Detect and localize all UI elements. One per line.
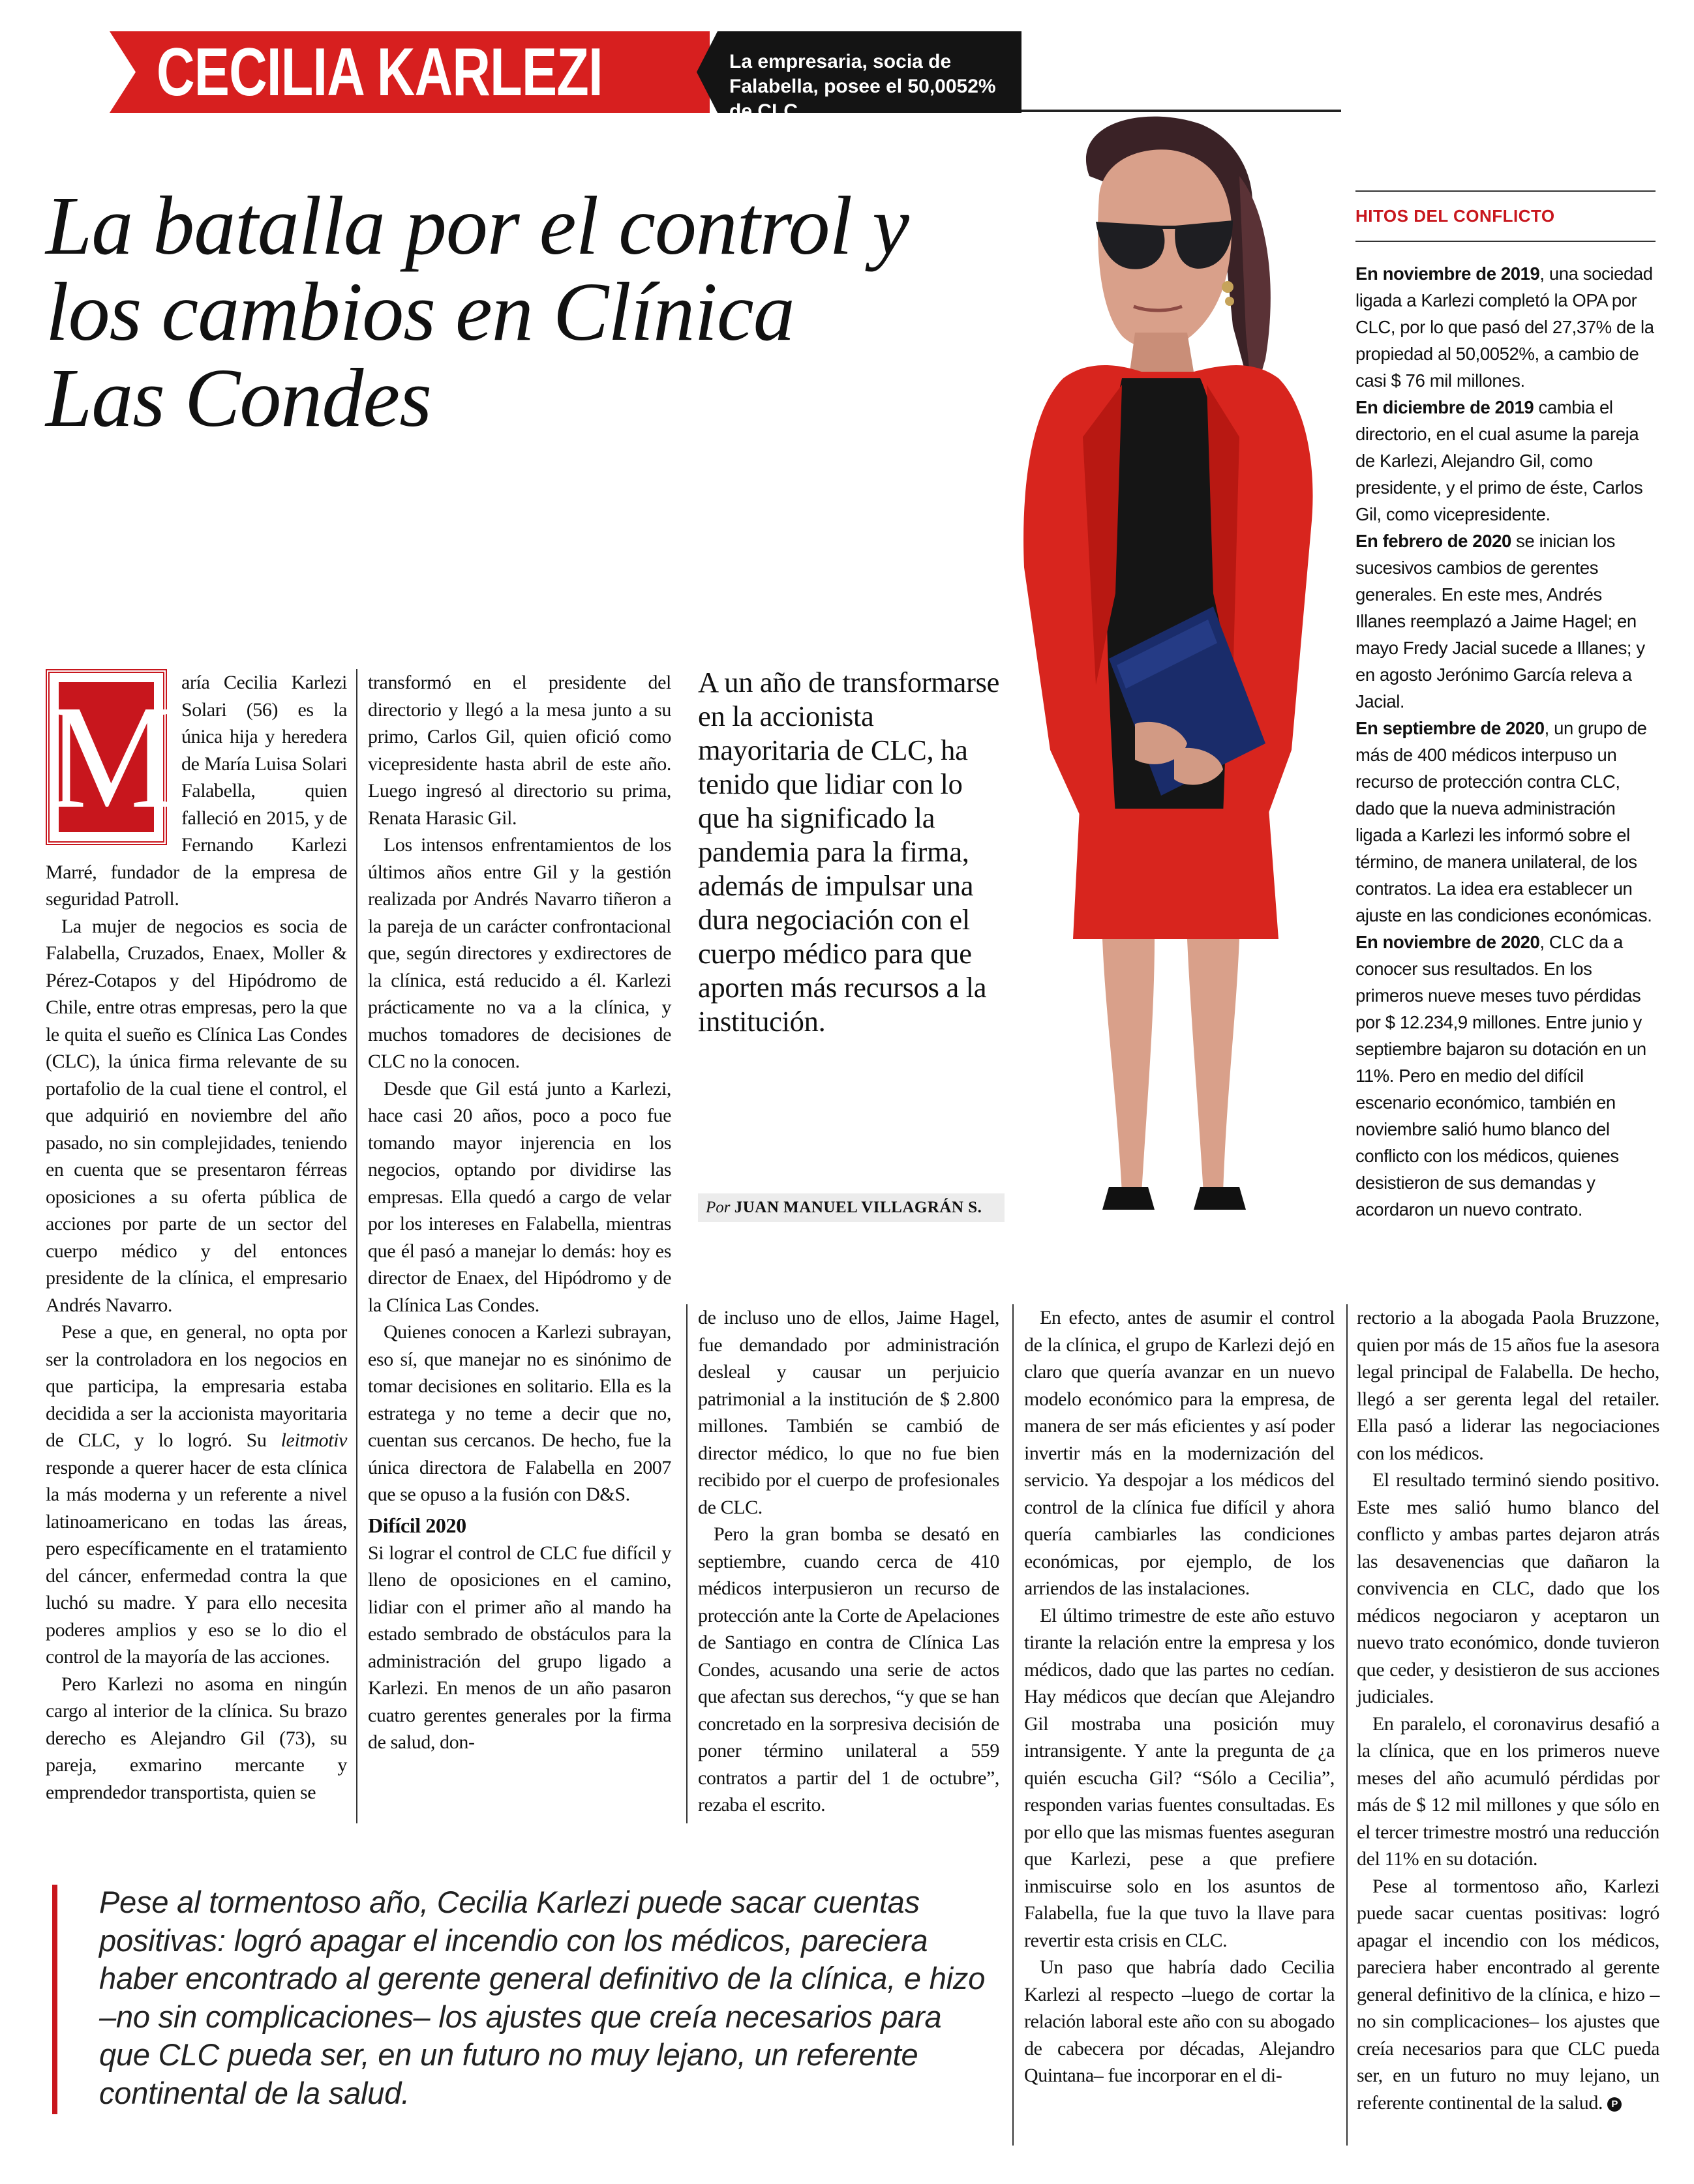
paragraph: Si lograr el control de CLC fue difícil y lleno de oposiciones en el camino, lidiar con el primer año al mando ha estado sembrado de obstáculos para la administración del grupo ligado a Karlezi. En menos de un año pasaron cuatro gerentes generales por la firma de salud, don- <box>368 1542 671 1753</box>
article-deck: A un año de transformarse en la accionista mayoritaria de CLC, ha tenido que lidiar con lo que ha significado la pandemia para la firma, además de impulsar una dura negociación con el cuerpo médico para que aporten más recursos a la institución. <box>698 666 1000 1038</box>
timeline-item: En febrero de 2020 se inician los sucesivos cambios de gerentes generales. En este mes, Andrés Illanes reemplazó a Jaime Hagel; en mayo Fredy Jacial sucede a Illanes; y en agosto Jerónimo García releva a Jacial. <box>1355 531 1645 711</box>
paragraph: En paralelo, el coronavirus desafió a la clínica, que en los primeros nueve meses del año acumuló pérdidas por más de $ 12 mil millones y que sólo en el tercer trimestre mostró una reducción del 11% en su dotación. <box>1357 1713 1659 1870</box>
paragraph: rectorio a la abogada Paola Bruzzone, quien por más de 15 años fue la asesora legal principal de Falabella. De hecho, llegó a ser gerenta legal del retailer. Ella pasó a liderar las negociaciones con los médicos. <box>1357 1307 1659 1464</box>
byline-author: JUAN MANUEL VILLAGRÁN S. <box>734 1199 982 1216</box>
paragraph: Pese al tormentoso año, Karlezi puede sacar cuentas positivas: logró apagar el incendio con los médicos, pareciera haber encontrado al gerente general definitivo de la clínica, e hizo –no sin complicaciones– los ajustes que creía necesarios para que CLC pueda ser, en un futuro no muy lejano, un referente continental de la salud. P <box>1357 1875 1659 2114</box>
paragraph: Desde que Gil está junto a Karlezi, hace casi 20 años, poco a poco fue tomando mayor injerencia en los negocios, optando por dividirse las empresas. Ella quedó a cargo de velar por los intereses en Falabella, mientras que él pasó a manejar lo demás: hoy es director de Enaex, del Hipódromo y de la Clínica Las Condes. <box>368 1077 671 1316</box>
section-name: CECILIA KARLEZI <box>157 35 603 110</box>
column-divider <box>1012 1304 1014 2146</box>
paragraph: En efecto, antes de asumir el control de la clínica, el grupo de Karlezi dejó en claro que quería avanzar en un nuevo modelo económico para la empresa, de manera de ser más eficientes y así poder invertir más en la modernización del servicio. Ya despojar a los médicos del control de la clínica fue difícil y ahora quería cambiarles las condiciones económicas, por ejemplo, de los arriendos de las instalaciones. <box>1024 1307 1335 1599</box>
body-column-2 <box>368 669 671 1756</box>
body-column-3 <box>698 1304 999 1819</box>
body-column-5 <box>1357 1304 1659 2116</box>
pullquote-bar <box>52 1885 57 2114</box>
paragraph: Pero Karlezi no asoma en ningún cargo al interior de la clínica. Su brazo derecho es Alejandro Gil (73), su pareja, exmarino mercante y emprendedor transportista, quien se <box>46 1673 347 1803</box>
timeline-item: En noviembre de 2019, una sociedad ligada a Karlezi completó la OPA por CLC, por lo que pasó del 27,37% de la propiedad al 50,0052%, a cambio de casi $ 76 mil millones. <box>1355 263 1654 391</box>
timeline-item: En diciembre de 2019 cambia el directorio, en el cual asume la pareja de Karlezi, Alejandro Gil, como presidente, y el primo de éste, Carlos Gil, como vicepresidente. <box>1355 397 1643 524</box>
paragraph: Quienes conocen a Karlezi subrayan, eso sí, que manejar no es sinónimo de tomar decisiones en solitario. Ella es la estratega y no teme a decir que no, cuentan sus cercanos. De hecho, fue la única directora de Falabella en 2007 que se opuso a la fusión con D&S. <box>368 1321 671 1505</box>
body-column-1 <box>46 669 347 1806</box>
end-mark-icon: P <box>1607 2097 1622 2112</box>
timeline-item: En noviembre de 2020, CLC da a conocer sus resultados. En los primeros nueve meses tuvo pérdidas por $ 12.234,9 millones. Entre junio y septiembre bajaron su dotación en un 11%. Pero en medio del difícil escenario económico, también en noviembre salió humo blanco del conflicto con los médicos, quienes desistieron de sus demandas y acordaron un nuevo contrato. <box>1355 932 1646 1219</box>
paragraph: transformó en el presidente del directorio y llegó a la mesa junto a su primo, Carlos Gil, quien ofició como vicepresidente hasta abril de este año. Luego ingresó al directorio su prima, Renata Harasic Gil. <box>368 672 671 829</box>
byline <box>698 1193 1005 1222</box>
byline-prefix: Por <box>706 1199 731 1216</box>
sidebar-title: HITOS DEL CONFLICTO <box>1355 206 1555 226</box>
headline: La batalla por el control y los cambios en Clínica Las Condes <box>46 179 909 444</box>
header-banner <box>110 31 1021 122</box>
pullquote: Pese al tormentoso año, Cecilia Karlezi puede sacar cuentas positivas: logró apagar el incendio con los médicos, pareciera haber encontrado al gerente general definitivo de la clínica, e hizo –no sin complicaciones– los ajustes que creía necesarios para que CLC pueda ser, en un futuro no muy lejano, un referente continental de la salud. <box>99 1885 986 2110</box>
sidebar-rule <box>1355 190 1656 192</box>
sidebar-rule <box>1355 241 1656 242</box>
banner-tagline: La empresaria, socia de Falabella, posee el 50,0052% de CLC <box>729 51 996 122</box>
body-column-4 <box>1024 1304 1335 2089</box>
column-divider <box>1346 1304 1348 2146</box>
sidebar-timeline <box>1355 190 1656 1223</box>
paragraph: La mujer de negocios es socia de Falabella, Cruzados, Enaex, Moller & Pérez-Cotapos y del Hipódromo de Chile, entre otras empresas, pero la que le quita el sueño es Clínica Las Condes (CLC), la única firma relevante de su portafolio de la cual tiene el control, el que adquirió en noviembre del año pasado, no sin complejidades, teniendo en cuenta que se presentaron férreas oposiciones a su oferta pública de acciones por parte de un sector del cuerpo médico y del entonces presidente de la clínica, el empresario Andrés Navarro. <box>46 915 347 1316</box>
paragraph: El resultado terminó siendo positivo. Este mes salió humo blanco del conflicto y ambas partes dejaron atrás las desavenencias que dañaron la convivencia en CLC, dado que los médicos negociaron y aceptaron un nuevo trato económico, donde tuvieron que ceder, y desistieron de sus acciones judiciales. <box>1357 1469 1659 1707</box>
paragraph: El último trimestre de este año estuvo tirante la relación entre la empresa y los médicos, dado que las partes no cedían. Hay médicos que decían que Alejandro Gil mostraba una posición muy intransigente. Y ante la pregunta de ¿a quién escucha Gil? “Sólo a Cecilia”, responden varias fuentes consultadas. Es por ello que las mismas fuentes aseguran que Karlezi, pese a que prefiere inmiscuirse solo en los asuntos de Falabella, fue la que tuvo la llave para revertir esta crisis en CLC. <box>1024 1604 1335 1951</box>
paragraph: Pero la gran bomba se desató en septiembre, cuando cerca de 410 médicos interpusieron un recurso de protección ante la Corte de Apelaciones de Santiago en contra de Clínica Las Condes, acusando una serie de actos que afectan sus derechos, “y que se han concretado en la sorpresiva decisión de poner término unilateral a 559 contratos a partir del 1 de octubre”, rezaba el escrito. <box>698 1523 999 1816</box>
drop-cap: M <box>46 669 167 845</box>
paragraph: aría Cecilia Karlezi Solari (56) es la única hija y heredera de María Luisa Solari Falabella, quien falleció en 2015, y de Fernando Karlezi Marré, fundador de la empresa de seguridad Patroll. <box>46 672 347 910</box>
paragraph: Pese a que, en general, no opta por ser la controladora en los negocios en que participa, la empresaria estaba decidida a ser la accionista mayoritaria de CLC, y lo logró. Su leitmotiv responde a querer hacer de esta clínica la más moderna y un referente a nivel latinoamericano en todas las áreas, pero específicamente en el tratamiento del cáncer, enfermedad contra la que luchó su madre. Y para ello necesita poderes amplios y eso se lo dio el control de la mayoría de las acciones. <box>46 1321 347 1668</box>
paragraph: Un paso que habría dado Cecilia Karlezi al respecto –luego de cortar la relación laboral este año con su abogado de cabecera por décadas, Alejandro Quintana– fue incorporar en el di- <box>1024 1956 1335 2086</box>
subheading: Difícil 2020 <box>368 1513 466 1537</box>
column-divider <box>686 1304 688 1823</box>
column-divider <box>356 669 357 1823</box>
paragraph: de incluso uno de ellos, Jaime Hagel, fue demandado por administración desleal y causar un perjuicio patrimonial a la institución de $ 2.800 millones. También se cambió de director médico, lo que no fue bien recibido por el cuerpo de profesionales de CLC. <box>698 1307 999 1518</box>
timeline-item: En septiembre de 2020, un grupo de más de 400 médicos interpuso un recurso de protección contra CLC, dado que la nueva administración ligada a Karlezi les informó sobre el término, de manera unilateral, de los contratos. La idea era establecer un ajuste en las condiciones económicas. <box>1355 718 1652 925</box>
paragraph: Los intensos enfrentamientos de los últimos años entre Gil y la gestión realizada por Andrés Navarro tiñeron a la pareja de un carácter confrontacional que, según directores y exdirectores de la clínica, está reducido a él. Karlezi prácticamente no va a la clínica, y muchos tomadores de decisiones de CLC no la conocen. <box>368 834 671 1072</box>
